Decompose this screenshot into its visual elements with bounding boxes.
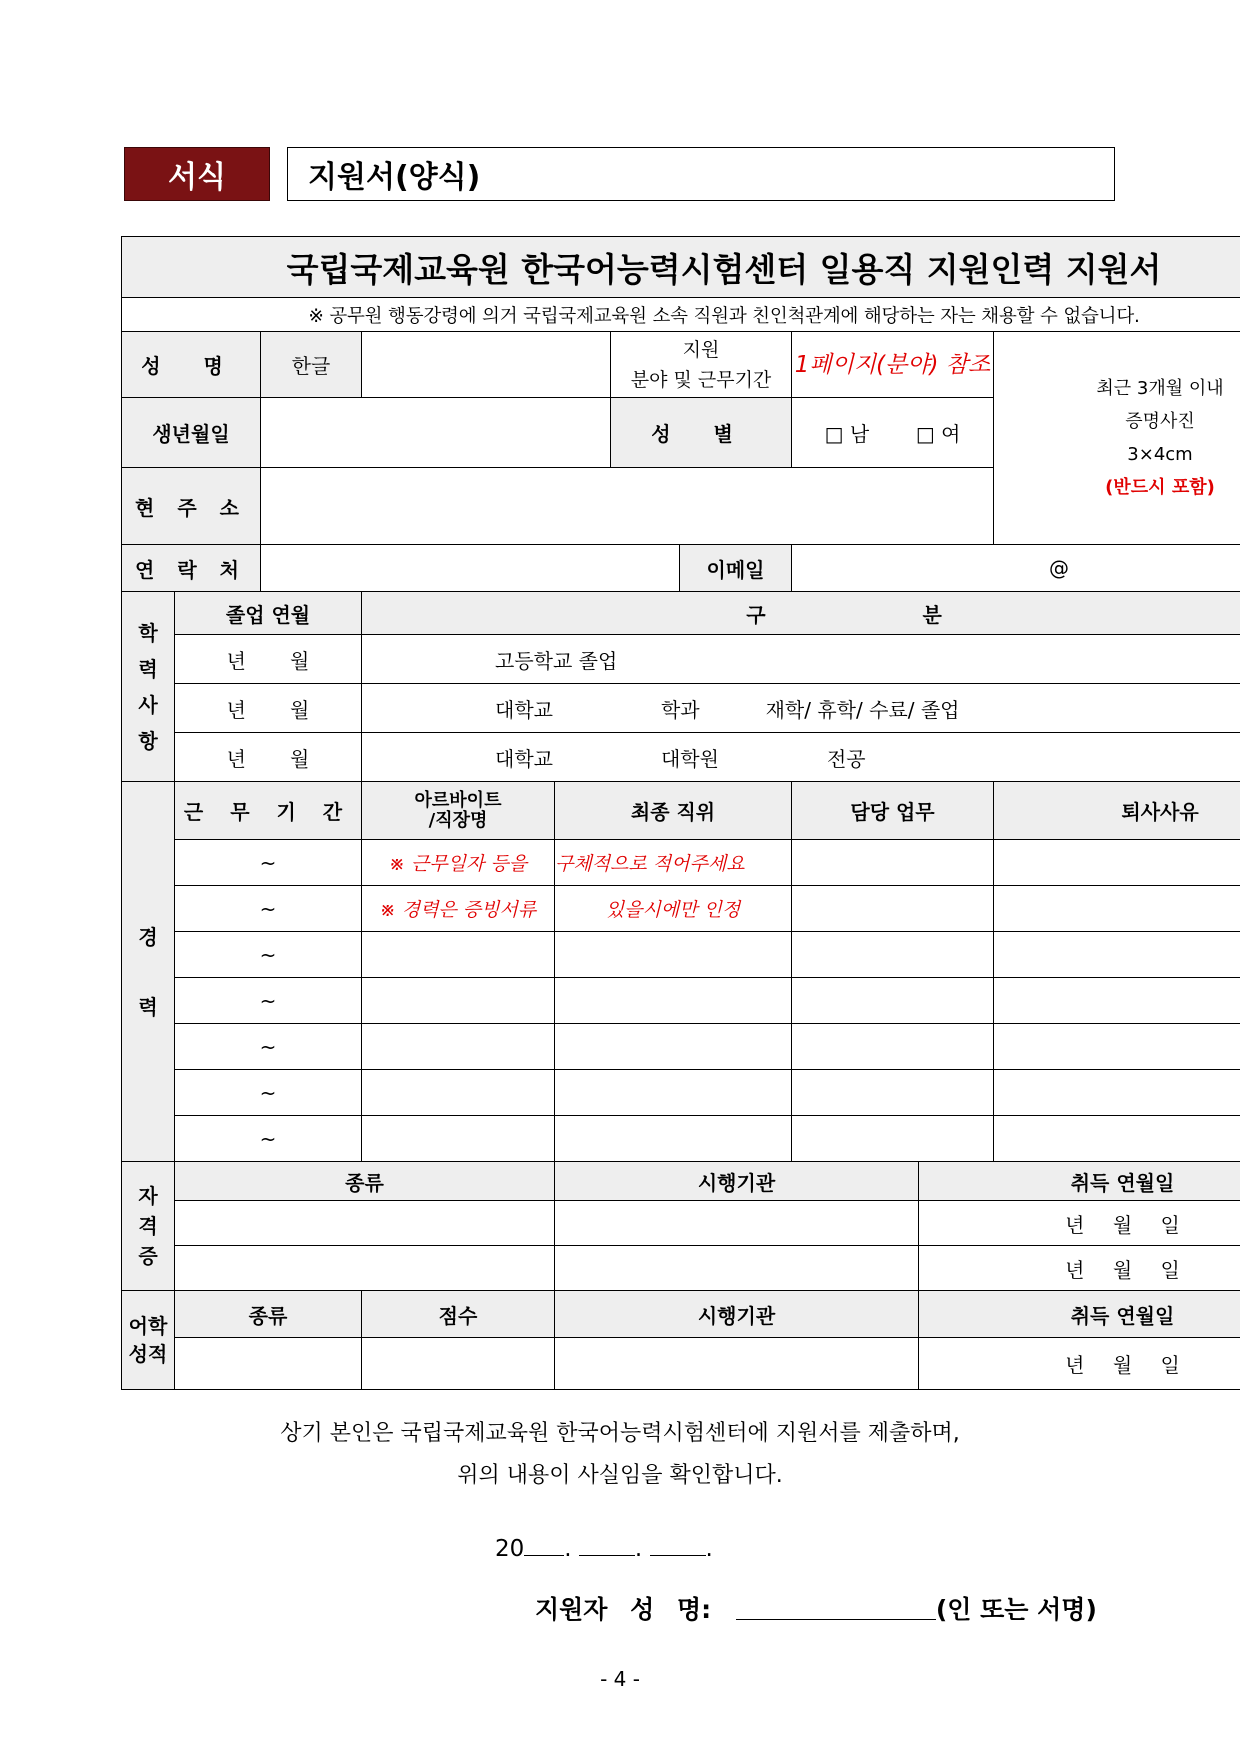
career-period-cell[interactable]: ~ [175,932,362,978]
career-row [122,886,1240,932]
education-row [122,733,1240,782]
sign-suffix: (인 또는 서명) [935,1595,1097,1624]
education-section-label: 학 력 사 항 [122,592,175,782]
language-section-label: 어학 성적 [122,1291,175,1390]
birth-input[interactable] [261,398,611,468]
career-duty-cell[interactable] [792,1024,994,1070]
email-input[interactable]: @ [792,545,1240,592]
career-note-1b[interactable]: 구체적으로 적어주세요 [555,840,792,886]
license-issuer-cell[interactable] [555,1201,919,1246]
license-type-cell[interactable] [175,1246,555,1291]
career-duty-cell[interactable] [792,932,994,978]
email-label: 이메일 [680,545,792,592]
career-position-cell[interactable] [555,1070,792,1116]
language-type-cell[interactable] [175,1338,362,1390]
contact-input[interactable] [261,545,680,592]
education-row [122,635,1240,684]
career-reason-cell[interactable] [994,840,1240,886]
form-type-badge: 서식 [124,147,270,201]
declaration-text: 상기 본인은 국립국제교육원 한국어능력시험센터에 지원서를 제출하며, 위의 내용이 사실임을 확인합니다. [280,1421,960,1488]
career-row [122,1024,1240,1070]
career-row [122,1116,1240,1162]
license-section-label: 자 격 증 [122,1162,175,1291]
career-row [122,932,1240,978]
career-company-header: 아르바이트 /직장명 [362,782,555,840]
career-company-cell[interactable] [362,1116,555,1162]
language-issuer-header: 시행기관 [555,1291,919,1338]
gender-female-checkbox[interactable]: □ 여 [915,422,961,446]
education-date-cell[interactable]: 년 월 [175,684,362,733]
career-position-cell[interactable] [555,978,792,1024]
career-position-cell[interactable] [555,1024,792,1070]
contact-label: 연 락 처 [122,545,261,592]
career-period-cell[interactable]: ~ [175,1070,362,1116]
career-reason-header: 퇴사사유 [994,782,1240,840]
education-row [122,684,1240,733]
language-issuer-cell[interactable] [555,1338,919,1390]
career-period-cell[interactable]: ~ [175,978,362,1024]
career-note-2b[interactable]: 있을시에만 인정 [555,886,792,932]
license-type-cell[interactable] [175,1201,555,1246]
career-company-cell[interactable] [362,932,555,978]
license-date-cell[interactable]: 년 월 일 [919,1246,1240,1291]
career-row [122,840,1240,886]
career-period-header: 근 무 기 간 [175,782,362,840]
career-section-label: 경 력 [122,782,175,1162]
language-date-header: 취득 연월일 [919,1291,1240,1338]
career-reason-cell[interactable] [994,1116,1240,1162]
education-kind-cell[interactable]: 고등학교 졸업 [362,635,1240,684]
name-label: 성 명 [122,332,261,398]
gender-options [792,398,994,468]
signature-blank[interactable] [736,1619,936,1620]
license-row [122,1201,1240,1246]
career-duty-cell[interactable] [792,978,994,1024]
career-position-header: 최종 직위 [555,782,792,840]
career-position-cell[interactable] [555,932,792,978]
gender-label: 성 별 [611,398,792,468]
career-duty-cell[interactable] [792,1116,994,1162]
education-date-header: 졸업 연월 [175,592,362,635]
name-input[interactable] [362,332,611,398]
license-issuer-header: 시행기관 [555,1162,919,1201]
application-form [121,236,1240,1390]
license-type-header: 종류 [175,1162,555,1201]
name-korean-label: 한글 [261,332,362,398]
form-title: 국립국제교육원 한국어능력시험센터 일용직 지원인력 지원서 [122,237,1240,298]
career-row [122,978,1240,1024]
career-reason-cell[interactable] [994,932,1240,978]
signature-line [535,1590,1097,1626]
career-duty-cell[interactable] [792,886,994,932]
language-row [122,1338,1240,1390]
photo-box[interactable]: 최근 3개월 이내 증명사진 3×4cm (반드시 포함) [994,332,1240,545]
career-row [122,1070,1240,1116]
address-label: 현 주 소 [122,468,261,545]
education-date-cell[interactable]: 년 월 [175,635,362,684]
career-period-cell[interactable]: ~ [175,840,362,886]
career-duty-cell[interactable] [792,840,994,886]
license-date-cell[interactable]: 년 월 일 [919,1201,1240,1246]
language-score-header: 점수 [362,1291,555,1338]
career-company-cell[interactable] [362,1070,555,1116]
gender-male-checkbox[interactable]: □ 남 [824,422,870,446]
language-score-cell[interactable] [362,1338,555,1390]
form-type-title: 지원서(양식) [287,147,1115,201]
field-label: 지원 분야 및 근무기간 [611,332,792,398]
date-line[interactable]: 20 . . . [495,1536,713,1562]
career-reason-cell[interactable] [994,978,1240,1024]
career-reason-cell[interactable] [994,1024,1240,1070]
career-note-2a[interactable]: ※ 경력은 증빙서류 [362,886,555,932]
education-kind-cell[interactable]: 대학교 대학원 전공 [362,733,1240,782]
education-date-cell[interactable]: 년 월 [175,733,362,782]
career-period-cell[interactable]: ~ [175,1116,362,1162]
notice-text: ※ 공무원 행동강령에 의거 국립국제교육원 소속 직원과 친인척관계에 해당하는 자는 채용할 수 없습니다. [122,298,1240,332]
field-value: 1페이지(분야) 참조 [792,332,994,398]
language-type-header: 종류 [175,1291,362,1338]
career-period-cell[interactable]: ~ [175,1024,362,1070]
career-company-cell[interactable] [362,1024,555,1070]
language-date-cell[interactable]: 년 월 일 [919,1338,1240,1390]
career-company-cell[interactable] [362,978,555,1024]
birth-label: 생년월일 [122,398,261,468]
career-duty-header: 담당 업무 [792,782,994,840]
career-duty-cell[interactable] [792,1070,994,1116]
career-position-cell[interactable] [555,1116,792,1162]
education-kind-cell[interactable]: 대학교 학과 재학/ 휴학/ 수료/ 졸업 [362,684,1240,733]
address-input[interactable] [261,468,994,545]
page-number: - 4 - [600,1667,640,1691]
license-row [122,1246,1240,1291]
license-date-header: 취득 연월일 [919,1162,1240,1201]
career-note-1a[interactable]: ※ 근무일자 등을 [362,840,555,886]
applicant-label: 지원자 성 명: [535,1595,712,1624]
license-issuer-cell[interactable] [555,1246,919,1291]
career-reason-cell[interactable] [994,886,1240,932]
career-period-cell[interactable]: ~ [175,886,362,932]
career-reason-cell[interactable] [994,1070,1240,1116]
education-kind-header: 구 분 [362,592,1240,635]
